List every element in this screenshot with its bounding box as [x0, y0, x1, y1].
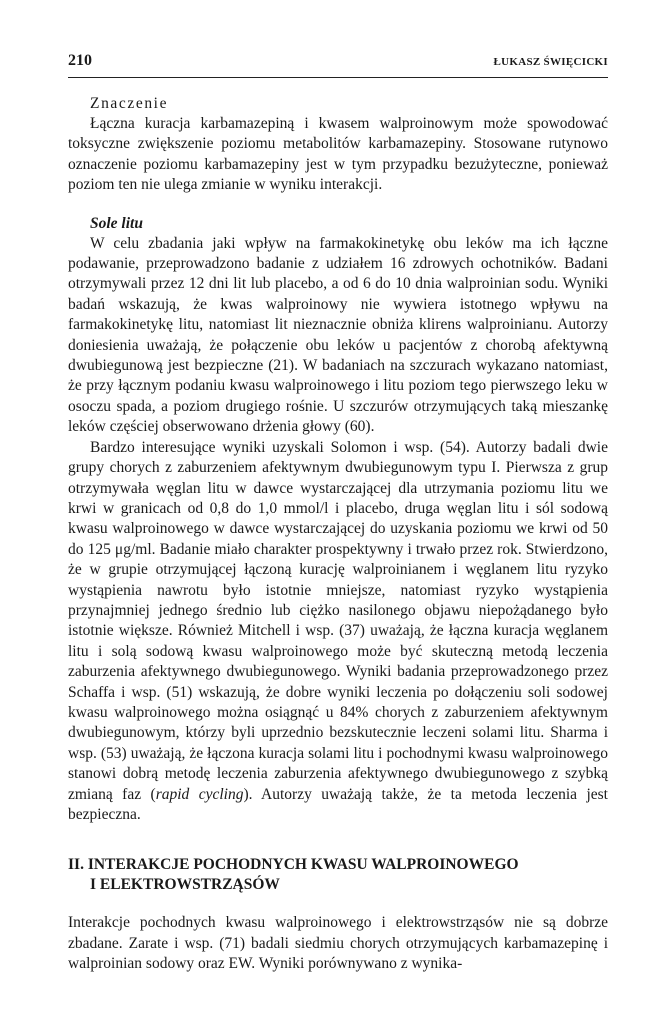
page-number: 210 [68, 52, 92, 69]
paragraph-sole-litu-2-main: Bardzo interesujące wyniki uzyskali Solomon i wsp. (54). Autorzy badali dwie grupy chorych z zaburzeniem afektywnym dwubiegunowym typu I. Pierwsza z grup otrzymywała węglan litu w dawce wystarczającej dla utrzymania poziomu litu we krwi w granicach od 0,8 do 1,0 mmol/l i placebo, druga węglan litu i sól sodową kwasu walproinowego w dawce wystarczającej do uzyskania poziomu we krwi od 50 do 125 μg/ml. Badanie miało charakter prospektywny i trwało przez rok. Stwierdzono, że w grupie otrzymującej łączoną kurację walproinianem i węglanem litu ryzyko wystąpienia nawrotu było istotnie mniejsze, natomiast ryzyko wystąpienia przynajmniej jednego średnio lub ciężko nasilonego objawu niepożądanego było istotnie większe. Również Mitchell i wsp. (37) uważają, że łączna kuracja węglanem litu i solą sodową kwasu walproinowego może być skuteczną metodą leczenia zaburzenia afektywnego dwubiegunowego. Wyniki badania przeprowadzonego przez Schaffa i wsp. (51) wskazują, że dobre wyniki leczenia po dołączeniu soli sodowej kwasu walproinowego można osiągnąć u 84% chorych z zaburzeniem afektywnym dwubiegunowym, którzy byli uprzednio bezskutecznie leczeni solami litu. Sharma i wsp. (53) uważają, że łączona kuracja solami litu i pochodnymi kwasu walproinowego stanowi dobrą metodę leczenia zaburzenia afektywnego dwubiegunowego z szybką zmianą faz ( [68, 438, 608, 803]
paragraph-sole-litu-2 [68, 438, 608, 826]
section-gap [68, 895, 608, 913]
book-page [68, 52, 608, 975]
paragraph-section-ii: Interakcje pochodnych kwasu walproinowego i elektrowstrząsów nie są dobrze zbadane. Zarate i wsp. (71) badali siedmiu chorych otrzymujących karbamazepinę i walproinian sodowy oraz EW. Wyniki porównywano z wynika- [68, 914, 608, 973]
paragraph-sole-litu-2-end: ). Autorzy uważają także, że ta metoda leczenia jest bezpieczna. [68, 785, 608, 823]
subheading-sole-litu: Sole litu [90, 214, 143, 232]
paragraph-sole-litu-1: W celu zbadania jaki wpływ na farmakokinetykę obu leków ma ich łączne podawanie, przeprowadzono badanie z udziałem 16 zdrowych ochotników. Badani otrzymywali przez 12 dni lit lub placebo, a od 6 do 10 dnia walproinian sodu. Wyniki badań wskazują, że kwas walproinowy nie wywiera istotnego wpływu na farmakokinetykę litu, natomiast lit nieznacznie obniża klirens walproinianu. Autorzy doniesienia uważają, że połączenie obu leków u pacjentów z chorobą afektywną dwubiegunową jest bezpieczne (21). W badaniach na szczurach wykazano natomiast, że przy łącznym podaniu kwasu walproinowego i litu poziom tego pierwszego leku w osoczu spada, a poziom drugiego rośnie. U szczurów otrzymujących taką mieszankę leków częściej obserwowano drżenia głowy (60). [68, 234, 608, 436]
running-header [68, 52, 608, 78]
subheading-znaczenie: Znaczenie [90, 95, 169, 112]
paragraph-znaczenie: Łączna kuracja karbamazepiną i kwasem walproinowym może spowodować toksyczne zwiększenie poziomu metabolitów karbamazepiny. Stosowane rutynowo oznaczenie poziomu karbamazepiny jest w tym przypadku bezużyteczne, ponieważ poziom ten nie ulega zmianie w wyniku interakcji. [68, 115, 608, 194]
section-heading-ii-line1: II. INTERAKCJE POCHODNYCH KWASU WALPROINOWEGO [68, 856, 519, 874]
section-heading-ii [68, 855, 608, 895]
section-heading-ii-line2: I ELEKTROWSTRZĄSÓW [90, 876, 280, 894]
running-author: ŁUKASZ ŚWIĘCICKI [493, 56, 608, 68]
paragraph-sole-litu-2-italic: rapid cycling [155, 785, 244, 803]
